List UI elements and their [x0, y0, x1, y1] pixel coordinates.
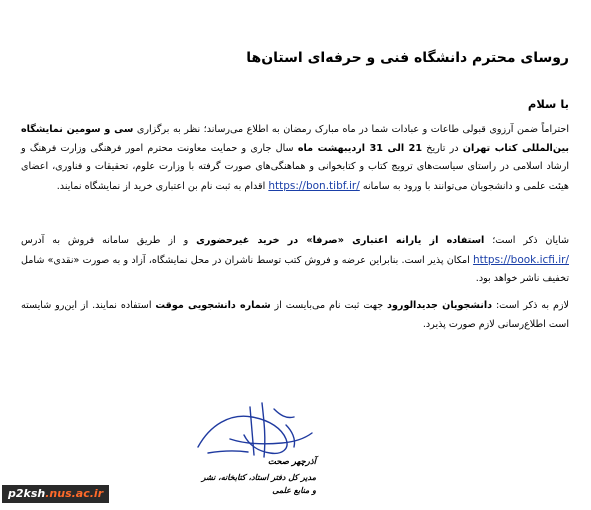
signatory-name: آذرچهر صحت	[267, 457, 316, 467]
p2-text-a: شایان ذکر است؛	[484, 235, 569, 246]
watermark-domain: .nus.ac.ir	[45, 487, 104, 500]
p1-text-a: احتراماً ضمن آرزوی قبولی طاعات و عبادات شما در ماه مبارک رمضان به اطلاع می‌رساند؛ نظر به برگزاری	[133, 124, 569, 135]
p3-bold-temp-id: شماره دانشجویی موقت	[155, 300, 271, 311]
p1-bold-exhibition: سی و سومین نمایشگاه بین‌المللی کتاب تهران	[21, 124, 569, 154]
signatory-role: مدیر کل دفتر استاد، کتابخانه، نشر و منابع علمی	[201, 473, 316, 495]
p2-text-d: امکان پذیر است. بنابراین عرضه و فروش کتب توسط ناشران در محل نمایشگاه، آزاد و به صورت «نقدی» شامل تخفیف ناشر خواهد بود.	[21, 254, 569, 284]
paragraph-3	[21, 297, 569, 334]
p1-text-c: در تاریخ	[422, 142, 463, 154]
watermark-main: p2ksh	[8, 487, 46, 500]
book-icfi-link[interactable]: https://book.icfi.ir/	[473, 253, 569, 266]
salutation: با سلام	[527, 97, 569, 111]
site-watermark	[2, 485, 109, 503]
p2-bold-subsidy: استفاده از یارانه اعتباری «صرفا» در خرید غیرحضوری	[196, 235, 485, 246]
p3-text-c: جهت ثبت نام می‌بایست از	[270, 300, 388, 311]
signature-block	[190, 395, 320, 510]
p3-text-d: استفاده نمایند. از این‌رو شایسته است اطلاع‌رسانی لازم صورت پذیرد.	[21, 300, 569, 330]
paragraph-2	[21, 232, 569, 289]
p1-text-e: اقدام به ثبت نام بن اعتباری خرید از نمایشگاه نمایند.	[56, 180, 269, 192]
handwritten-signature	[190, 395, 320, 465]
p3-bold-new-students: دانشجویان جدیدالورود	[387, 300, 493, 311]
p1-text-d: سال جاری و حمایت معاونت محترم امور فرهنگی وزارت فرهنگ و ارشاد اسلامی در راستای سیاست‌های ترویج کتاب و کتابخوانی و هماهنگی‌های صورت گرفته با وزارت علوم، تحقیقات و فناوری، اعضای هیئت علمی و دانشجویان می‌توانند با ورود به سامانه	[21, 142, 569, 192]
p2-text-c: و از طریق سامانه فروش به آدرس	[21, 235, 197, 246]
bon-tibf-link[interactable]: https://bon.tibf.ir/	[268, 179, 360, 192]
letter-title: روسای محترم دانشگاه فنی و حرفه‌ای استان‌ها	[246, 50, 569, 66]
p3-text-a: لازم به ذکر است:	[492, 300, 569, 311]
paragraph-1	[21, 121, 569, 196]
p1-bold-date: 21 الی 31 اردیبهشت ماه	[297, 142, 423, 154]
